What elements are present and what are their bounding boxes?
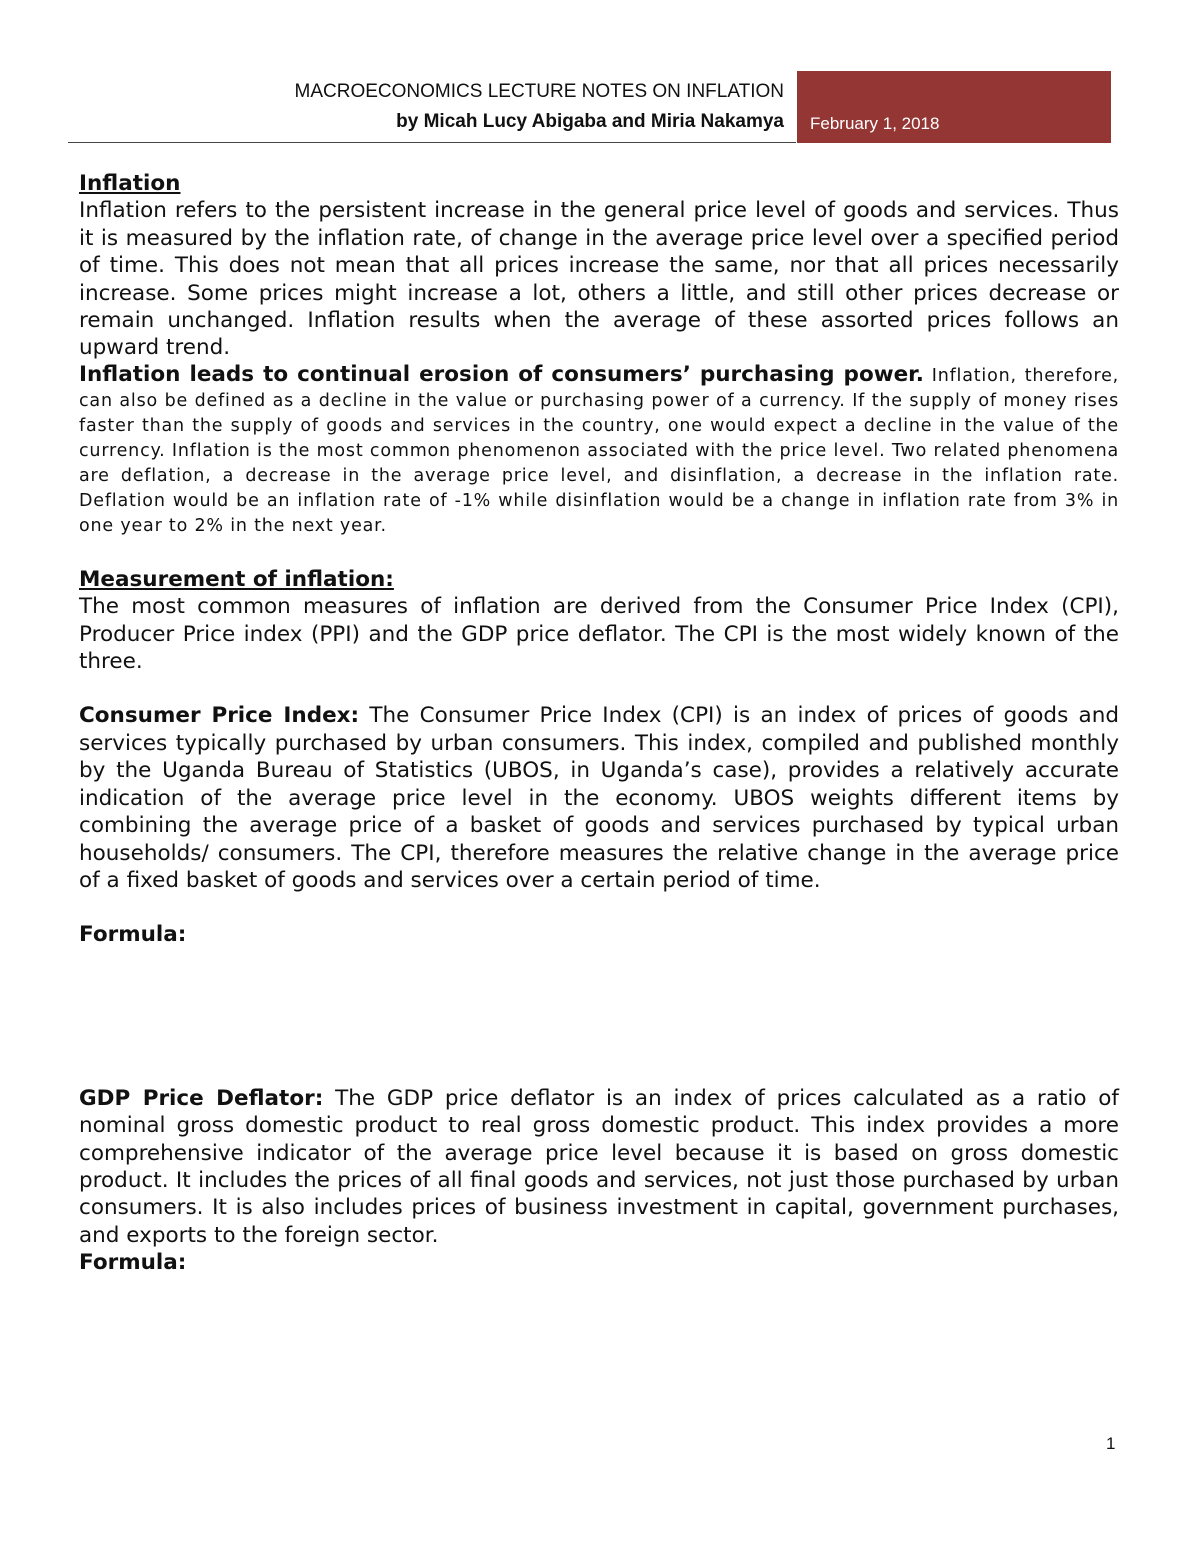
gdp-formula-label: Formula:: [79, 1250, 187, 1276]
cpi-formula-label: Formula:: [79, 922, 187, 948]
spacer: [79, 894, 1119, 921]
inflation-erosion-text: Inflation, therefore, can also be defined as a decline in the value or purchasing power of a currency. If the supply of money rises faster than the supply of goods and services in the country, one would expect a decline in the value of the currency. Inflation is the most common phenomenon associated with the price level. Two related phenomena are deflation, a decrease in the average price level, and disinflation, a decrease in the inflation rate. Deflation would be an inflation rate of -1% while disinflation would be a change in inflation rate from 3% in one year to 2% in the next year.: [79, 365, 1119, 536]
gdp-deflator-label: GDP Price Deflator:: [79, 1085, 324, 1111]
gdp-deflator-text: The GDP price deflator is an index of prices calculated as a ratio of nominal gross domestic product to real gross domestic product. This index provides a more comprehensive indicator of the average price level because it is based on gross domestic product. It includes the prices of all final goods and services, not just those purchased by urban consumers. It is also includes prices of business investment in capital, government purchases, and exports to the foreign sector.: [79, 1085, 1119, 1248]
inflation-erosion-lead: Inflation leads to continual erosion of consumers’ purchasing power.: [79, 361, 924, 387]
document-title: MACROECONOMICS LECTURE NOTES ON INFLATION: [294, 81, 784, 102]
header-date-box: [797, 71, 1111, 143]
page-header: [68, 70, 1111, 144]
cpi-label: Consumer Price Index:: [79, 703, 360, 729]
measurement-heading-text: Measurement of inflation:: [79, 566, 394, 592]
gdp-deflator-paragraph: [79, 1085, 1119, 1249]
inflation-erosion-paragraph: [79, 362, 1119, 539]
document-body: [79, 170, 1119, 1277]
document-date: February 1, 2018: [810, 114, 940, 133]
cpi-text: The Consumer Price Index (CPI) is an index of prices of goods and services typically purchased by urban consumers. This index, compiled and published monthly by the Uganda Bureau of Statistics (UBOS, in Uganda’s case), provides a relatively accurate indication of the average price level in the economy. UBOS weights different items by combining the average price of a basket of goods and services purchased by typical urban households/ consumers. The CPI, therefore measures the relative change in the average price of a fixed basket of goods and services over a certain period of time.: [79, 703, 1119, 893]
spacer: [79, 675, 1119, 702]
inflation-definition-paragraph: Inflation refers to the persistent increase in the general price level of goods and services. Thus it is measured by the inflation rate, of change in the average price level over a specified period of time. This does not mean that all prices increase the same, nor that all prices necessarily increase. Some prices might increase a lot, others a little, and still other prices decrease or remain unchanged. Inflation results when the average of these assorted prices follows an upward trend.: [79, 198, 1119, 361]
measurement-paragraph: The most common measures of inflation are derived from the Consumer Price Index (CPI), Producer Price index (PPI) and the GDP price deflator. The CPI is the most widely known of the three.: [79, 594, 1119, 675]
section-heading-measurement: [79, 566, 1119, 593]
cpi-paragraph: [79, 702, 1119, 894]
page-number: 1: [1106, 1434, 1116, 1453]
document-authors: by Micah Lucy Abigaba and Miria Nakamya: [396, 111, 784, 132]
inflation-heading-text: Inflation: [79, 171, 181, 196]
section-heading-inflation: [79, 170, 1119, 197]
formula-placeholder: [79, 949, 1119, 1085]
spacer: [79, 539, 1119, 566]
header-title-block: [68, 70, 796, 143]
